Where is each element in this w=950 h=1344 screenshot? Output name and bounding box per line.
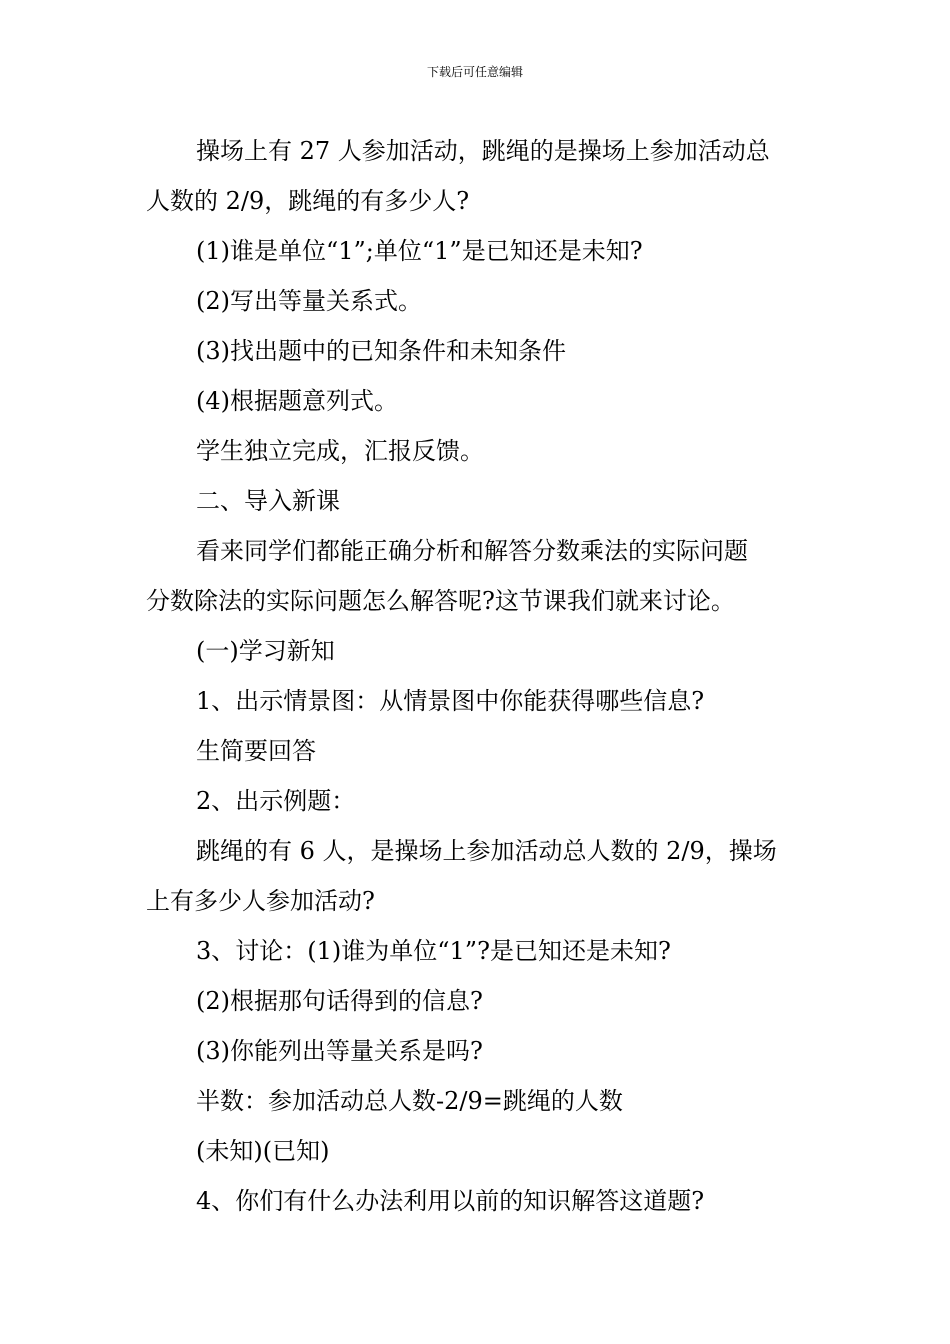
paragraph-line: 分数除法的实际问题怎么解答呢?这节课我们就来讨论。 — [146, 587, 735, 615]
document-body — [146, 126, 806, 1226]
paragraph-line: (2)根据那句话得到的信息? — [196, 987, 483, 1015]
paragraph-line: 跳绳的有 6 人，是操场上参加活动总人数的 2/9，操场 — [196, 837, 777, 865]
paragraph-line: 1、出示情景图：从情景图中你能获得哪些信息? — [196, 687, 705, 715]
paragraph-line: 学生独立完成，汇报反馈。 — [196, 437, 484, 465]
paragraph-line: 操场上有 27 人参加活动，跳绳的是操场上参加活动总 — [196, 137, 770, 165]
subsection-heading: (一)学习新知 — [196, 637, 335, 665]
paragraph-line: 半数：参加活动总人数-2/9=跳绳的人数 — [196, 1087, 623, 1115]
section-heading: 二、导入新课 — [196, 487, 340, 515]
paragraph-line: (1)谁是单位“1”;单位“1”是已知还是未知? — [196, 237, 643, 265]
paragraph-line: 2、出示例题： — [196, 787, 356, 815]
paragraph-line: (4)根据题意列式。 — [196, 387, 398, 415]
paragraph-line: 3、讨论：(1)谁为单位“1”?是已知还是未知? — [196, 937, 671, 965]
paragraph-line: (2)写出等量关系式。 — [196, 287, 422, 315]
paragraph-line: (未知)(已知) — [196, 1137, 330, 1165]
paragraph-line: 上有多少人参加活动? — [146, 887, 375, 915]
page-header: 下载后可任意编辑 — [426, 65, 523, 79]
paragraph-line: 生简要回答 — [196, 737, 316, 765]
paragraph-line: 4、你们有什么办法利用以前的知识解答这道题? — [196, 1187, 705, 1215]
paragraph-line: (3)你能列出等量关系是吗? — [196, 1037, 483, 1065]
paragraph-line: (3)找出题中的已知条件和未知条件 — [196, 337, 566, 365]
paragraph-line: 人数的 2/9，跳绳的有多少人? — [146, 187, 470, 215]
paragraph-line: 看来同学们都能正确分析和解答分数乘法的实际问题 — [196, 537, 748, 565]
